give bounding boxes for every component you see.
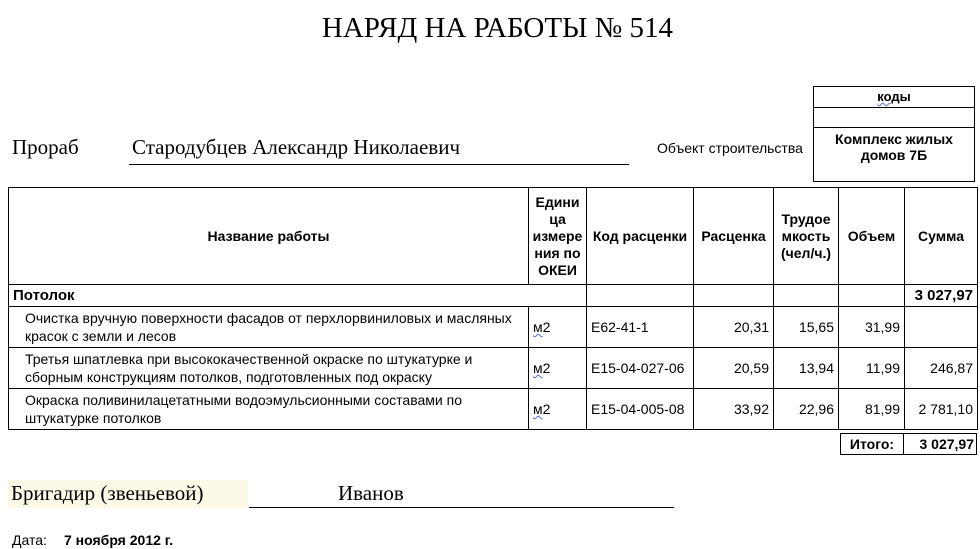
header-rate: Расценка: [694, 188, 774, 285]
brigadier-label: Бригадир (звеньевой): [8, 480, 248, 508]
header-sum: Сумма: [905, 188, 978, 285]
work-sum: 2 781,10: [905, 389, 978, 430]
codes-box: [813, 86, 975, 182]
codes-label: коды: [814, 87, 974, 108]
table-row[interactable]: [9, 389, 978, 430]
table-cell: [774, 285, 839, 307]
total-label: Итого:: [840, 433, 904, 455]
total-value: 3 027,97: [903, 433, 977, 455]
work-volume: 31,99: [839, 307, 905, 348]
header-name: Название работы: [9, 188, 529, 285]
table-header-row: [9, 188, 978, 285]
brigadier-name[interactable]: Иванов: [338, 481, 404, 505]
section-sum: 3 027,97: [905, 285, 978, 307]
date-label: Дата:: [12, 532, 47, 548]
header-volume: Объем: [839, 188, 905, 285]
header-unit: Едини ца измере ния по ОКЕИ: [529, 188, 587, 285]
header-labor: Трудое мкость (чел/ч.): [774, 188, 839, 285]
work-rate: 20,31: [694, 307, 774, 348]
work-labor: 22,96: [774, 389, 839, 430]
table-cell: [694, 285, 774, 307]
work-labor: 13,94: [774, 348, 839, 389]
work-volume: 81,99: [839, 389, 905, 430]
table-cell: [587, 285, 694, 307]
work-sum: [905, 307, 978, 348]
section-name: Потолок: [9, 285, 587, 307]
table-row[interactable]: [9, 307, 978, 348]
work-name: Третья шпатлевка при высококачественной окраске по штукатурке и сборным конструкциям потолков, подготовленных под окраску: [9, 348, 529, 389]
work-unit: м2: [529, 307, 587, 348]
codes-empty-row: [814, 107, 974, 128]
work-volume: 11,99: [839, 348, 905, 389]
brigadier-underline: [249, 507, 674, 508]
work-code: Е15-04-005-08: [587, 389, 694, 430]
section-row: [9, 285, 978, 307]
work-unit: м2: [529, 389, 587, 430]
work-code: Е15-04-027-06: [587, 348, 694, 389]
object-label: Объект строительства: [657, 140, 803, 156]
work-rate: 33,92: [694, 389, 774, 430]
work-code: Е62-41-1: [587, 307, 694, 348]
foreman-name[interactable]: Стародубцев Александр Николаевич: [132, 135, 461, 159]
work-sum: 246,87: [905, 348, 978, 389]
document-title: НАРЯД НА РАБОТЫ № 514: [321, 12, 674, 44]
work-labor: 15,65: [774, 307, 839, 348]
work-name: Окраска поливинилацетатными водоэмульсионными составами по штукатурке потолков: [9, 389, 529, 430]
work-rate: 20,59: [694, 348, 774, 389]
work-unit: м2: [529, 348, 587, 389]
table-row[interactable]: [9, 348, 978, 389]
date-value: 7 ноября 2012 г.: [64, 532, 174, 548]
foreman-label: Прораб: [12, 135, 79, 159]
work-table: [8, 187, 978, 430]
table-cell: [839, 285, 905, 307]
foreman-underline: [129, 164, 629, 165]
work-name: Очистка вручную поверхности фасадов от перхлорвиниловых и масляных красок с земли и лесов: [9, 307, 529, 348]
object-value: Комплекс жилых домов 7Б: [835, 131, 953, 163]
header-code: Код расценки: [587, 188, 694, 285]
